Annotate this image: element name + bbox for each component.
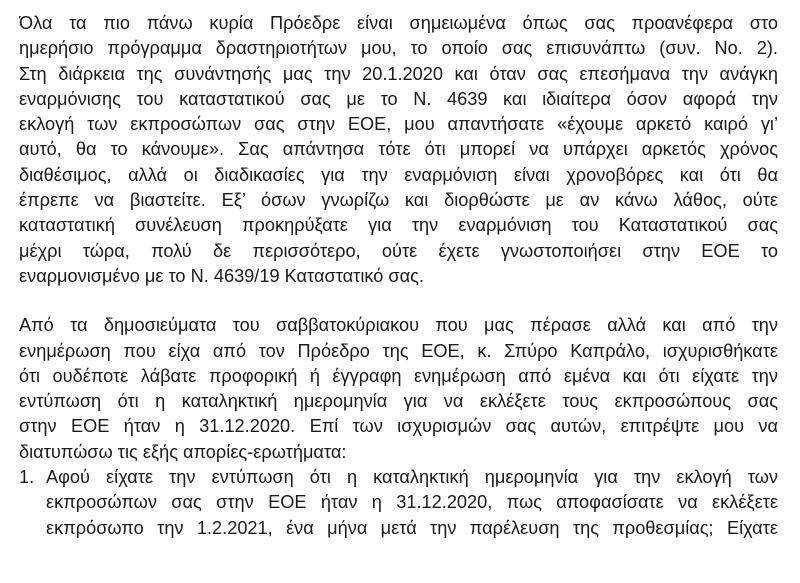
- text-line: ενημέρωση που είχα από τον Πρόεδρο της ΕΟΕ, κ. Σπύρο Καπράλο, ισχυρισθήκατε: [19, 340, 778, 361]
- paragraph-2: [19, 313, 778, 465]
- list-item: [19, 465, 778, 541]
- text-line: διαθέσιμος, αλλά οι διαδικασίες για την εναρμόνιση είναι χρονοβόρες και ότι θα: [19, 164, 778, 185]
- text-line: εκπρόσωπο την 1.2.2021, ένα μήνα μετά την παρέλευση της προθεσμίας; Είχατε: [46, 517, 778, 538]
- text-line: εκλογή των εκπροσώπων σας στην ΕΟΕ, μου απαντήσατε «έχουμε αρκετό καιρό γι’: [19, 114, 778, 135]
- text-line: διατυπώσω τις εξής απορίες-ερωτήματα:: [19, 441, 347, 462]
- list-item-number: 1.: [19, 467, 35, 488]
- text-line: μέχρι τώρα, πολύ δε περισσότερο, ούτε έχετε γνωστοποιήσει στην ΕΟΕ το: [19, 240, 778, 261]
- text-line: Όλα τα πιο πάνω κυρία Πρόεδρε είναι σημειωμένα όπως σας προανέφερα στο: [19, 13, 778, 33]
- text-line: εναρμονισμένο με το Ν. 4639/19 Καταστατικό σας.: [19, 265, 424, 286]
- text-line: καταστατική συνέλευση προκηρύξατε για την εναρμόνιση του Καταστατικού σας: [19, 215, 778, 236]
- paragraph-spacer: [19, 289, 778, 313]
- text-line: ότι ουδέποτε λάβατε προφορική ή έγγραφη ενημέρωση από εμένα και ότι είχατε την: [19, 365, 778, 386]
- paragraph-1: [19, 11, 778, 289]
- list-item-body: [46, 465, 778, 541]
- text-line: αυτό, θα το κάνουμε». Σας απάντησα τότε ότι μπορεί να υπάρχει αρκετός χρόνος: [19, 139, 778, 160]
- text-line: ημερήσιο πρόγραμμα δραστηριοτήτων μου, το οποίο σας επισυνάπτω (συν. Νο. 2).: [19, 38, 778, 59]
- text-line: Από τα δημοσιεύματα του σαββατοκύριακου που μας πέρασε αλλά και από την: [19, 315, 778, 336]
- text-line: στην ΕΟΕ ήταν η 31.12.2020. Επί των ισχυρισμών σας αυτών, επιτρέψτε μου να: [19, 416, 778, 437]
- text-line: εντύπωση ότι η καταληκτική ημερομηνία για να εκλέξετε τους εκπροσώπους σας: [19, 391, 778, 412]
- text-line: έπρεπε να βιαστείτε. Εξ’ όσων γνωρίζω και διορθώστε με αν κάνω λάθος, ούτε: [19, 190, 778, 211]
- text-line: Στη διάρκεια της συνάντησής μας την 20.1.2020 και όταν σας επεσήμανα την ανάγκη: [19, 63, 778, 84]
- text-line: εναρμόνισης του καταστατικού σας με το Ν. 4639 και ιδιαίτερα όσον αφορά την: [19, 88, 778, 109]
- text-line: Αφού είχατε την εντύπωση ότι η καταληκτική ημερομηνία για την εκλογή των: [46, 467, 778, 488]
- text-line: εκπροσώπων σας στην ΕΟΕ ήταν η 31.12.2020, πως αποφασίσατε να εκλέξετε: [46, 492, 778, 513]
